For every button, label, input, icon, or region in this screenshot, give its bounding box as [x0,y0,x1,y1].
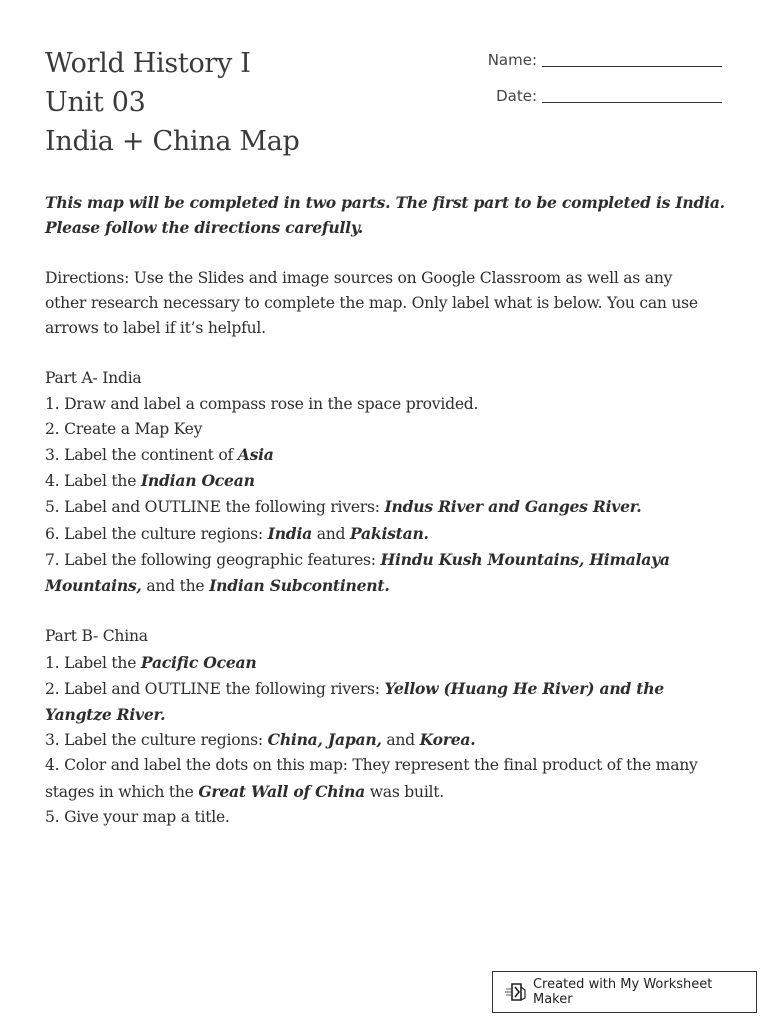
unit-title: Unit 03 [45,87,146,118]
part-b-item-1: 1. Label the Pacific Ocean [45,652,257,672]
date-label: Date: [496,87,537,105]
part-a-heading: Part A- India [45,369,142,388]
part-a-item-1: 1. Draw and label a compass rose in the space provided. [45,394,479,413]
worksheet-title: India + China Map [45,126,300,157]
part-a-item-2: 2. Create a Map Key [45,419,203,438]
name-label: Name: [487,51,537,69]
part-b-item-4-cont: stages in which the Great Wall of China was built. [45,781,445,801]
date-field [484,87,722,105]
worksheet-maker-logo-icon [505,981,527,1003]
part-a-item-5: 5. Label and OUTLINE the following rivers: Indus River and Ganges River. [45,497,642,517]
title-block [45,44,300,161]
part-b-item-5: 5. Give your map a title. [45,807,230,826]
name-blank-line[interactable] [542,66,722,67]
part-a-item-7: 7. Label the following geographic features: Hindu Kush Mountains, Himalaya [45,549,670,569]
part-b-item-2: 2. Label and OUTLINE the following rivers: Yellow (Huang He River) and the [45,678,664,698]
worksheet-body [45,190,735,830]
course-title: World History I [45,48,251,79]
part-b-item-2-cont: Yangtze River. [45,705,166,725]
directions-line-2: other research necessary to complete the map. Only label what is below. You can use [45,293,698,312]
name-field [484,51,722,69]
intro-line-2: Please follow the directions carefully. [45,218,364,238]
directions-line-3: arrows to label if it’s helpful. [45,319,266,337]
part-a-item-7-cont: Mountains, and the Indian Subcontinent. [45,576,390,596]
part-a-item-6: 6. Label the culture regions: India and Pakistan. [45,523,429,543]
part-a-item-4: 4. Label the Indian Ocean [45,471,255,491]
part-b-item-4: 4. Color and label the dots on this map: They represent the final product of the many [45,756,698,775]
directions-line-1: Directions: Use the Slides and image sources on Google Classroom as well as any [45,268,673,287]
intro-line-1: This map will be completed in two parts. The first part to be completed is India. [45,193,725,212]
date-blank-line[interactable] [542,102,722,103]
part-b-heading: Part B- China [45,627,148,646]
badge-label: Created with My Worksheet Maker [532,977,713,1007]
part-b-item-3: 3. Label the culture regions: China, Japan, and Korea. [45,730,476,750]
created-with-badge[interactable] [492,971,757,1013]
part-a-item-3: 3. Label the continent of Asia [45,445,274,464]
